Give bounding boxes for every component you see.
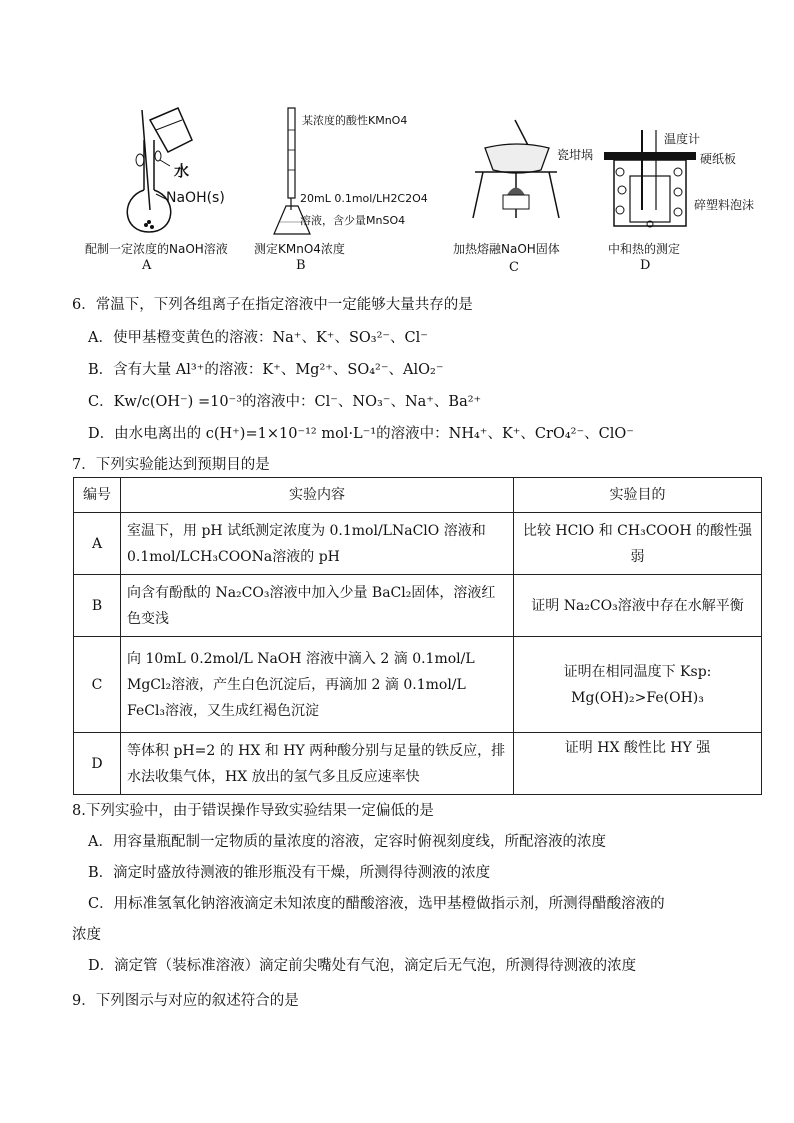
row-goal: 证明 HX 酸性比 HY 强 [514,733,762,795]
figure-d [600,100,770,275]
figure-b-letter: B [296,258,306,273]
row-content: 向 10mL 0.2mol/L NaOH 溶液中滴入 2 滴 0.1mol/L MgCl₂溶液，产生白色沉淀后，再滴加 2 滴 0.1mol/L FeCl₃溶液，又生成红褐色沉淀 [121,637,514,733]
q6-option-c: C．Kw/c(OH⁻) =10⁻³的溶液中：Cl⁻、NO₃⁻、Na⁺、Ba²⁺ [88,394,482,410]
label-cardboard: 硬纸板 [700,152,737,166]
figure-c-letter: C [509,260,519,275]
q6-stem: 6．常温下，下列各组离子在指定溶液中一定能够大量共存的是 [72,297,473,313]
figure-b-caption: 测定KMnO4浓度 [254,242,345,256]
q8-option-a: A．用容量瓶配制一定物质的量浓度的溶液，定容时俯视刻度线，所配溶液的浓度 [88,834,606,850]
row-goal: 证明 Na₂CO₃溶液中存在水解平衡 [514,575,762,637]
experiment-table [73,477,762,795]
calorimeter-illustration [600,100,700,240]
row-goal: 证明在相同温度下 Ksp: Mg(OH)₂>Fe(OH)₃ [514,637,762,733]
q6-option-b: B．含有大量 Al³⁺的溶液：K⁺、Mg²⁺、SO₄²⁻、AlO₂⁻ [88,362,444,378]
volumetric-flask-illustration [70,100,240,240]
table-header-row [74,478,762,513]
table-row [74,575,762,637]
q6-option-d: D．由水电离出的 c(H⁺)=1×10⁻¹² mol·L⁻¹的溶液中：NH₄⁺、K⁺、CrO₄²⁻、ClO⁻ [88,426,634,442]
label-naoh-solid: NaOH(s) [166,190,225,206]
table-row [74,637,762,733]
q8-option-d: D．滴定管（装标准溶液）滴定前尖嘴处有气泡，滴定后无气泡，所测得待测液的浓度 [88,958,637,974]
row-number: B [74,575,121,637]
table-row [74,513,762,575]
header-number: 编号 [74,478,121,513]
q8-option-c: C．用标准氢氧化钠溶液滴定未知浓度的醋酸溶液，选甲基橙做指示剂，所测得醋酸溶液的 [88,896,665,912]
label-water: 水 [174,162,190,180]
apparatus-figures [60,100,760,280]
header-content: 实验内容 [121,478,514,513]
table-row [74,733,762,795]
figure-a-caption: 配制一定浓度的NaOH溶液 [85,242,228,256]
row-number: A [74,513,121,575]
figure-b [250,100,450,275]
label-h2c2o4: 20mL 0.1mol/LH2C2O4 [300,192,428,205]
label-kmno4: 某浓度的酸性KMnO4 [302,114,408,127]
label-mnso4: 溶液，含少量MnSO4 [300,214,406,227]
label-foam: 碎塑料泡沫 [694,198,755,212]
figure-c [445,100,610,275]
q8-option-b: B．滴定时盛放待测液的锥形瓶没有干燥，所测得待测液的浓度 [88,865,491,881]
row-content: 室温下，用 pH 试纸测定浓度为 0.1mol/LNaClO 溶液和 0.1mol/LCH₃COONa溶液的 pH [121,513,514,575]
q7-stem: 7．下列实验能达到预期目的是 [72,457,270,473]
q6-option-a: A．使甲基橙变黄色的溶液：Na⁺、K⁺、SO₃²⁻、Cl⁻ [88,330,428,346]
row-content: 向含有酚酞的 Na₂CO₃溶液中加入少量 BaCl₂固体，溶液红色变浅 [121,575,514,637]
row-number: C [74,637,121,733]
row-goal: 比较 HClO 和 CH₃COOH 的酸性强弱 [514,513,762,575]
label-crucible: 瓷坩埚 [557,148,594,162]
figure-d-caption: 中和热的测定 [608,242,681,256]
crucible-heating-illustration [445,100,610,240]
figure-d-letter: D [640,258,651,273]
q8-stem: 8.下列实验中，由于错误操作导致实验结果一定偏低的是 [72,803,434,819]
row-number: D [74,733,121,795]
header-goal: 实验目的 [514,478,762,513]
q8-option-c-continued: 浓度 [72,927,101,943]
figure-a-letter: A [142,258,152,273]
figure-a [70,100,240,275]
label-thermometer: 温度计 [664,132,701,146]
q9-stem: 9．下列图示与对应的叙述符合的是 [72,993,299,1009]
row-content: 等体积 pH=2 的 HX 和 HY 两种酸分别与足量的铁反应，排水法收集气体，HX 放出的氢气多且反应速率快 [121,733,514,795]
figure-c-caption: 加热熔融NaOH固体 [453,242,560,256]
